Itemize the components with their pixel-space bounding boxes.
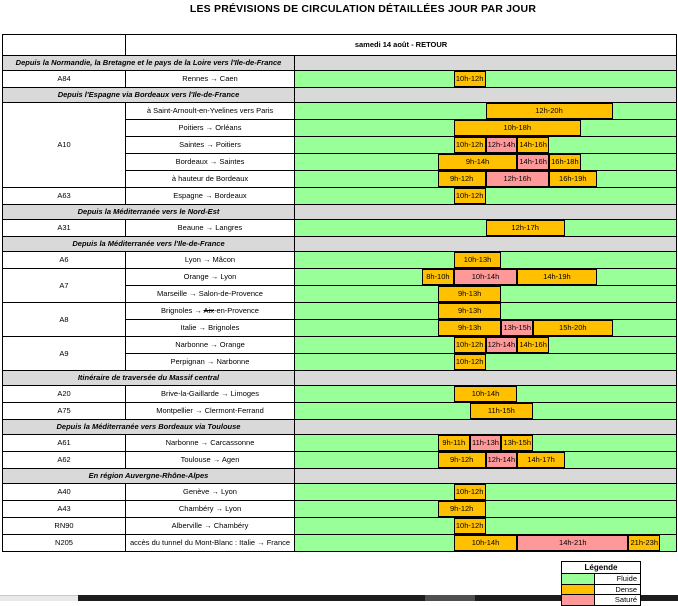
- traffic-bar-dense: 9h-13h: [438, 286, 502, 302]
- legend-swatch-sature: [562, 595, 595, 605]
- section-label: Depuis l'Espagne via Bordeaux vers l'Ile-de-France: [3, 88, 295, 103]
- section-row: [3, 205, 677, 220]
- route-row: [3, 452, 677, 469]
- road-cell: A75: [3, 403, 126, 420]
- timeline-cell: [295, 171, 677, 188]
- route-row: [3, 303, 677, 320]
- route-cell: Bordeaux → Saintes: [126, 154, 295, 171]
- timeline-cell: [295, 337, 677, 354]
- traffic-bar-dense: 10h-12h: [454, 518, 486, 534]
- route-row: [3, 484, 677, 501]
- scrollbar-thumb[interactable]: [425, 595, 475, 601]
- traffic-bar-sature: 12h-14h: [486, 337, 518, 353]
- section-timeline-cell: [295, 237, 677, 252]
- route-cell: Narbonne → Carcassonne: [126, 435, 295, 452]
- traffic-bar-dense: 16h-19h: [549, 171, 597, 187]
- timeline-cell: [295, 188, 677, 205]
- legend-swatch-fluide: [562, 574, 595, 584]
- traffic-bar-dense: 15h-20h: [533, 320, 612, 336]
- route-cell: Orange → Lyon: [126, 269, 295, 286]
- road-cell: A8: [3, 303, 126, 337]
- section-label: Depuis la Méditerranée vers le Nord-Est: [3, 205, 295, 220]
- traffic-bar-sature: 12h-16h: [486, 171, 550, 187]
- route-text: -en-Provence: [213, 306, 259, 316]
- traffic-bar-dense: 9h-12h: [438, 501, 486, 517]
- day-header-row: [3, 35, 677, 56]
- road-cell: A43: [3, 501, 126, 518]
- route-cell: Montpellier → Clermont-Ferrand: [126, 403, 295, 420]
- traffic-bar-dense: 12h-20h: [486, 103, 613, 119]
- route-cell: Alberville → Chambéry: [126, 518, 295, 535]
- timeline-cell: [295, 501, 677, 518]
- traffic-bar-dense: 10h-12h: [454, 484, 486, 500]
- route-cell: Beaune → Langres: [126, 220, 295, 237]
- section-timeline-cell: [295, 205, 677, 220]
- traffic-bar-dense: 9h-13h: [438, 303, 502, 319]
- section-row: [3, 469, 677, 484]
- road-cell: A9: [3, 337, 126, 371]
- timeline-cell: [295, 303, 677, 320]
- section-timeline-cell: [295, 88, 677, 103]
- timeline-cell: [295, 220, 677, 237]
- route-cell: Marseille → Salon-de-Provence: [126, 286, 295, 303]
- section-row: [3, 88, 677, 103]
- section-timeline-cell: [295, 469, 677, 484]
- section-timeline-cell: [295, 56, 677, 71]
- traffic-bar-dense: 9h-12h: [438, 452, 486, 468]
- route-row: [3, 71, 677, 88]
- legend-label: Dense: [615, 584, 637, 594]
- timeline-cell: [295, 435, 677, 452]
- route-row: [3, 220, 677, 237]
- timeline-cell: [295, 354, 677, 371]
- legend: [561, 561, 641, 606]
- road-cell: A10: [3, 103, 126, 188]
- scrollbar-corner: [0, 595, 78, 601]
- legend-item: [562, 594, 640, 605]
- route-row: [3, 386, 677, 403]
- route-cell: Saintes → Poitiers: [126, 137, 295, 154]
- legend-label: Saturé: [614, 595, 637, 605]
- route-row: [3, 252, 677, 269]
- traffic-bar-sature: 14h-21h: [517, 535, 628, 551]
- section-label: En région Auvergne-Rhône-Alpes: [3, 469, 295, 484]
- timeline-cell: [295, 154, 677, 171]
- road-cell: A63: [3, 188, 126, 205]
- route-row: [3, 535, 677, 552]
- section-timeline-cell: [295, 420, 677, 435]
- traffic-bar-dense: 9h-12h: [438, 171, 486, 187]
- day-header: samedi 14 août - RETOUR: [126, 35, 677, 56]
- route-cell: Chambéry → Lyon: [126, 501, 295, 518]
- road-cell: A31: [3, 220, 126, 237]
- traffic-bar-sature: 11h-13h: [470, 435, 502, 451]
- timeline-cell: [295, 320, 677, 337]
- route-row: [3, 103, 677, 120]
- section-label: Depuis la Méditerranée vers Bordeaux via Toulouse: [3, 420, 295, 435]
- traffic-bar-dense: 10h-12h: [454, 337, 486, 353]
- timeline-cell: [295, 535, 677, 552]
- traffic-bar-dense: 9h-13h: [438, 320, 502, 336]
- legend-title: Légende: [562, 562, 640, 574]
- route-text-struck: Aix: [203, 306, 214, 316]
- section-label: Itinéraire de traversée du Massif central: [3, 371, 295, 386]
- timeline-cell: [295, 452, 677, 469]
- page-title: LES PRÉVISIONS DE CIRCULATION DÉTAILLÉES JOUR PAR JOUR: [189, 3, 537, 15]
- timeline-cell: [295, 269, 677, 286]
- road-cell: N205: [3, 535, 126, 552]
- timeline-cell: [295, 71, 677, 88]
- legend-item: [562, 574, 640, 584]
- route-cell: à hauteur de Bordeaux: [126, 171, 295, 188]
- traffic-bar-dense: 14h-17h: [517, 452, 565, 468]
- traffic-bar-dense: 9h-14h: [438, 154, 517, 170]
- traffic-bar-dense: 14h-16h: [517, 337, 549, 353]
- section-timeline-cell: [295, 371, 677, 386]
- legend-swatch-dense: [562, 585, 595, 595]
- road-cell: A6: [3, 252, 126, 269]
- traffic-bar-dense: 11h-15h: [470, 403, 534, 419]
- timeline-cell: [295, 103, 677, 120]
- route-row: [3, 269, 677, 286]
- route-cell: Rennes → Caen: [126, 71, 295, 88]
- traffic-bar-dense: 14h-19h: [517, 269, 596, 285]
- route-cell: Poitiers → Orléans: [126, 120, 295, 137]
- route-cell: Lyon → Mâcon: [126, 252, 295, 269]
- traffic-bar-sature: 14h-16h: [517, 154, 549, 170]
- forecast-table: [2, 34, 677, 552]
- traffic-bar-dense: 10h-12h: [454, 354, 486, 370]
- traffic-bar-dense: 8h-10h: [422, 269, 454, 285]
- route-cell: Genève → Lyon: [126, 484, 295, 501]
- road-cell: A7: [3, 269, 126, 303]
- timeline-cell: [295, 403, 677, 420]
- timeline-cell: [295, 137, 677, 154]
- traffic-bar-dense: 10h-12h: [454, 188, 486, 204]
- traffic-bar-dense: 21h-23h: [628, 535, 660, 551]
- traffic-bar-dense: 10h-12h: [454, 137, 486, 153]
- route-row: [3, 188, 677, 205]
- route-cell: Toulouse → Agen: [126, 452, 295, 469]
- section-label: Depuis la Méditerranée vers l'Ile-de-France: [3, 237, 295, 252]
- section-row: [3, 56, 677, 71]
- route-row: [3, 501, 677, 518]
- section-row: [3, 237, 677, 252]
- traffic-bar-dense: 13h-15h: [501, 435, 533, 451]
- traffic-bar-dense: 10h-18h: [454, 120, 581, 136]
- road-cell: RN90: [3, 518, 126, 535]
- route-row: [3, 518, 677, 535]
- timeline-cell: [295, 484, 677, 501]
- route-cell: à Saint-Arnoult-en-Yvelines vers Paris: [126, 103, 295, 120]
- legend-item: [562, 584, 640, 595]
- road-cell: A84: [3, 71, 126, 88]
- route-cell: accès du tunnel du Mont-Blanc : Italie → France: [126, 535, 295, 552]
- route-row: [3, 435, 677, 452]
- legend-label: Fluide: [616, 574, 637, 583]
- traffic-bar-dense: 10h-12h: [454, 71, 486, 87]
- traffic-bar-dense: 10h-14h: [454, 535, 518, 551]
- section-label: Depuis la Normandie, la Bretagne et le pays de la Loire vers l'Ile-de-France: [3, 56, 295, 71]
- traffic-bar-dense: 10h-14h: [454, 386, 518, 402]
- traffic-bar-dense: 10h-13h: [454, 252, 502, 268]
- traffic-bar-sature: 13h-15h: [501, 320, 533, 336]
- timeline-cell: [295, 120, 677, 137]
- route-cell: Narbonne → Orange: [126, 337, 295, 354]
- traffic-bar-dense: 9h-11h: [438, 435, 470, 451]
- traffic-bar-dense: 12h-17h: [486, 220, 565, 236]
- timeline-cell: [295, 286, 677, 303]
- road-cell: A20: [3, 386, 126, 403]
- route-cell: [126, 303, 295, 320]
- section-row: [3, 420, 677, 435]
- traffic-bar-sature: 12h-14h: [486, 452, 518, 468]
- traffic-bar-dense: 16h-18h: [549, 154, 581, 170]
- road-cell: A40: [3, 484, 126, 501]
- traffic-bar-sature: 10h-14h: [454, 269, 518, 285]
- traffic-bar-sature: 12h-14h: [486, 137, 518, 153]
- traffic-bar-dense: 14h-16h: [517, 137, 549, 153]
- timeline-cell: [295, 252, 677, 269]
- header-spacer: [3, 35, 126, 56]
- timeline-cell: [295, 386, 677, 403]
- timeline-cell: [295, 518, 677, 535]
- road-cell: A62: [3, 452, 126, 469]
- route-row: [3, 337, 677, 354]
- route-text: Brignoles →: [161, 306, 204, 316]
- route-cell: Espagne → Bordeaux: [126, 188, 295, 205]
- route-cell: Italie → Brignoles: [126, 320, 295, 337]
- road-cell: A61: [3, 435, 126, 452]
- route-row: [3, 403, 677, 420]
- section-row: [3, 371, 677, 386]
- route-cell: Perpignan → Narbonne: [126, 354, 295, 371]
- route-cell: Brive-la-Gaillarde → Limoges: [126, 386, 295, 403]
